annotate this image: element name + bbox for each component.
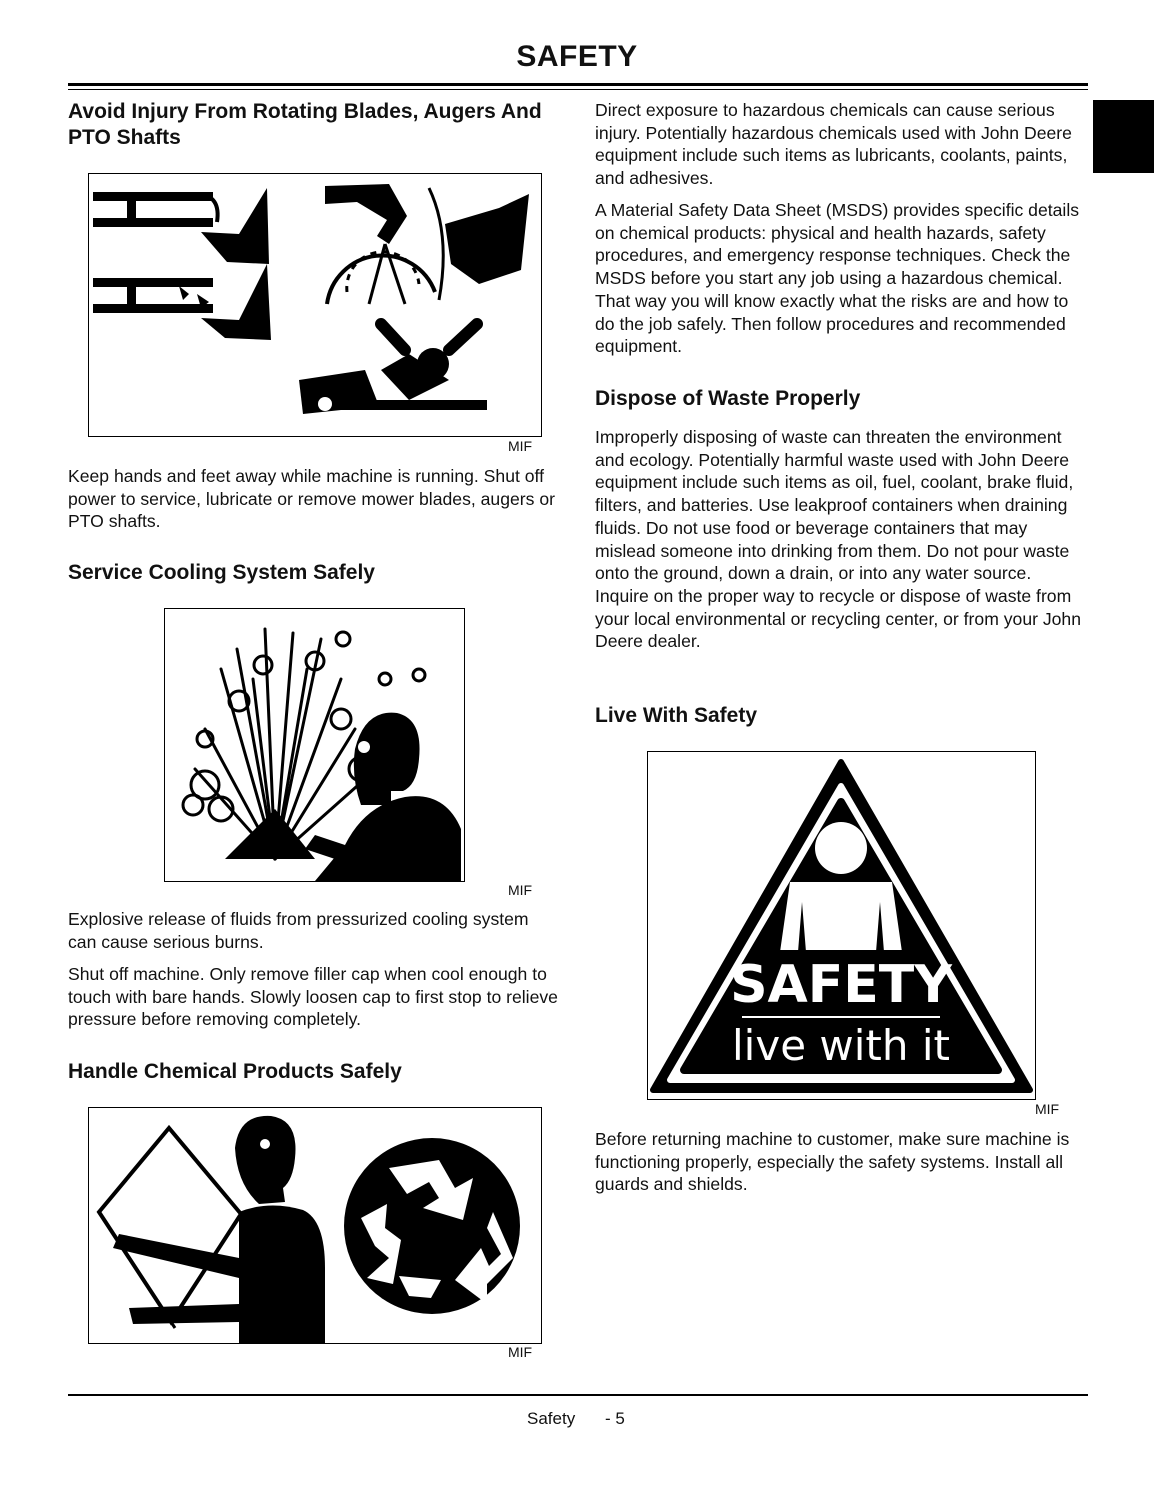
chemical-text-1: Direct exposure to hazardous chemicals can cause serious injury. Potentially hazardous chemicals used with John Deere equipment include such items as lubricants, coolants, paints, and adhesives. [595, 100, 1072, 189]
rotating-blades-illustration [88, 173, 542, 437]
heading-live-with-safety: Live With Safety [595, 704, 758, 727]
footer-rule [68, 1394, 1088, 1396]
pressurized-spray-icon [165, 609, 464, 881]
rotating-hazard-icon [89, 174, 541, 436]
cooling-text-1: Explosive release of fluids from pressurized cooling system can cause serious burns. [68, 909, 529, 952]
page-title: SAFETY [516, 40, 638, 73]
cooling-system-illustration [164, 608, 465, 882]
cooling-text-2: Shut off machine. Only remove filler cap when cool enough to touch with bare hands. Slowly loosen cap to first stop to relieve pressure before removing completely. [68, 964, 558, 1030]
chemical-text-2: A Material Safety Data Sheet (MSDS) provides specific details on chemical products: physical and health hazards, safety procedures, and emergency response techniques. Check the MSDS before you start any job using a hazardous chemical. That way you will know exactly what the risks are and how to do the job safely. Then follow procedures and recommended equipment. [595, 200, 1080, 357]
figure-code: MIF [1035, 1101, 1060, 1117]
safety-triangle-icon [648, 752, 1035, 1099]
header-rule-thin [68, 89, 1088, 90]
footer-section-name: Safety [527, 1409, 576, 1428]
rotating-blades-text: Keep hands and feet away while machine is running. Shut off power to service, lubricate or remove mower blades, augers or PTO shafts. [68, 466, 555, 532]
heading-cooling-system: Service Cooling System Safely [68, 561, 375, 584]
dispose-waste-text: Improperly disposing of waste can threaten the environment and ecology. Potentially harmful waste used with John Deere equipment include such items as oil, fuel, coolant, brake fluid, filters, and batteries. Use leakproof containers when draining fluids. Do not use food or beverage containers that may mislead someone into drinking from them. Do not pour waste onto the ground, down a drain, or into any water source. Inquire on the proper way to recycle or dispose of waste from your local environmental or recycling center, or from your John Deere dealer. [595, 427, 1082, 652]
heading-dispose-waste: Dispose of Waste Properly [595, 387, 861, 410]
live-with-safety-sign [647, 751, 1036, 1100]
chemical-products-illustration [88, 1107, 542, 1344]
heading-rotating-blades: Avoid Injury From Rotating Blades, Augers And PTO Shafts [68, 100, 542, 149]
sign-text-live-with-it: live with it [732, 1021, 950, 1070]
figure-code: MIF [508, 882, 533, 898]
footer-page-number: - 5 [605, 1409, 625, 1428]
figure-code: MIF [508, 438, 533, 454]
heading-chemical-products: Handle Chemical Products Safely [68, 1060, 402, 1083]
msds-recycle-icon [89, 1108, 541, 1343]
figure-code: MIF [508, 1344, 533, 1360]
header-rule [68, 83, 1088, 86]
sign-text-safety: SAFETY [730, 955, 952, 1015]
section-tab-marker [1093, 100, 1154, 173]
live-safety-text: Before returning machine to customer, make sure machine is functioning properly, especially the safety systems. Install all guards and shields. [595, 1129, 1070, 1195]
